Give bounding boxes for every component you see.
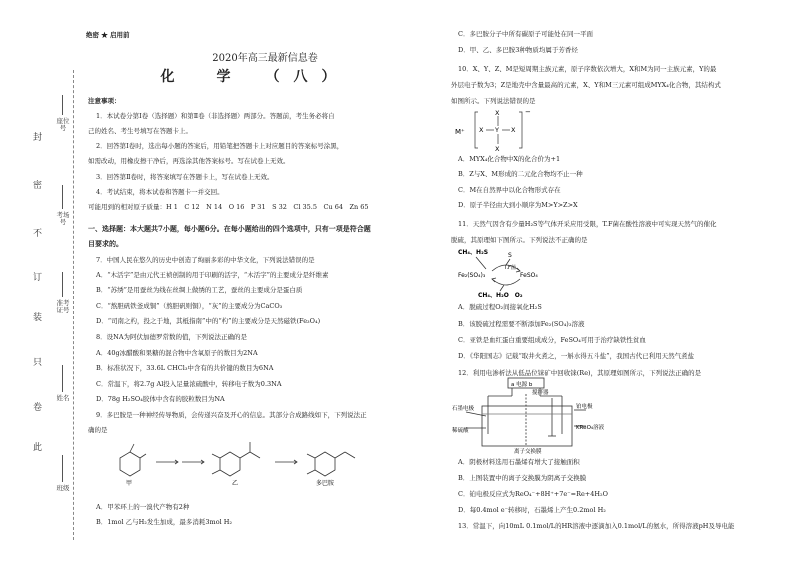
q10-x-bottom: X <box>495 145 500 153</box>
binding-dashed-line <box>73 70 74 540</box>
q12-right-solution-label: KReO₄溶液 <box>576 425 605 431</box>
q10-stem: 10．X、Y、Z、M是短周期主族元素，原子序数依次增大，X和M为同一主族元素，Y的最 <box>458 65 717 73</box>
q12-stirrer-label: 搅拌器 <box>532 390 549 396</box>
q11-option: A．脱硫过程O₂间接氧化H₂S <box>458 303 542 311</box>
q10-option: B．Z与X、M形成的二元化合物均不止一种 <box>458 170 583 178</box>
q12-stem: 12．利用电渗析法从低品位铼矿中回收铼(Re)，其原理如图所示，下列说法正确的是 <box>458 369 702 377</box>
secret-mark: 绝密 ★ 启用前 <box>86 31 130 39</box>
q12-graphite-electrode-label: 石墨电极 <box>452 406 475 412</box>
notes-line: 可能用到的相对原子质量：H 1 C 12 N 14 O 16 P 31 S 32 Cl 35.5 Cu 64 Zn 65 <box>88 203 369 211</box>
q9-label-yi: 乙 <box>232 480 239 486</box>
q10-x-top: X <box>495 109 500 117</box>
field-underline <box>62 455 63 482</box>
q8-option: A．40g冰醋酸和果糖的混合物中含氧原子的数目为2NA <box>96 349 258 357</box>
q8-option: C．常温下，将2.7g Al投入足量浓硫酸中，转移电子数为0.3NA <box>96 380 282 388</box>
q9-option: A．甲苯环上的一溴代产物有2种 <box>96 503 190 511</box>
q10-option: D．原子半径由大到小顺序为M>Y>Z>X <box>458 201 578 209</box>
notes-line: 4．考试结束，将本试卷和答题卡一并交回。 <box>96 188 224 196</box>
q8-option: B．标准状况下，33.6L CHCl₃中含有的共价键的数目为6NA <box>96 364 274 372</box>
seal-char: 密 <box>33 181 43 191</box>
q11-s-label: S <box>508 252 512 259</box>
field-underline <box>62 185 63 209</box>
field-class: 班级 <box>56 484 70 492</box>
notes-heading: 注意事项： <box>88 97 121 105</box>
field-admission-number: 准考证号 <box>56 299 70 314</box>
q10-y-center: Y <box>495 126 499 134</box>
q10-stem: 外层电子数为3；Z是地壳中含量最高的元素，X、Y和M三元素可组成MYX₄化合物，其结构式 <box>451 81 721 89</box>
field-underline <box>62 272 63 297</box>
subject-title: 化 学 （八） <box>160 69 350 85</box>
q8-option: D．78g H₂SO₄胶体中含有的胶粒数目为NA <box>96 395 225 403</box>
q7-option: B．“苏绣”是用蚕丝为线在丝绸上做绣的工艺，蚕丝的主要成分是蛋白质 <box>96 286 303 294</box>
q12-option: B．上图装置中的离子交换膜为阴离子交换膜 <box>458 474 587 482</box>
q8-stem: 8．设NA为阿伏加德罗常数的值，下列说法正确的是 <box>96 333 248 341</box>
q10-structure-formula <box>453 106 543 154</box>
q9-stem: 确的是 <box>88 426 108 434</box>
seal-char: 订 <box>33 273 43 283</box>
q12-option: A．阴极材料选用石墨烯有增大了接触面积 <box>458 458 580 466</box>
notes-line: 1．本试卷分第Ⅰ卷（选择题）和第Ⅱ卷（非选择题）两部分。答题前，考生务必将自 <box>96 112 335 120</box>
q12-platinum-electrode-label: 铂电极 <box>576 404 593 410</box>
q7-option: C．“熬胆矾铁釜成铜”（熬胆矾则铜），“灰”的主要成分为CaCO₃ <box>96 302 283 310</box>
q11-option: C．亚铁是血红蛋白重要组成成分，FeSO₄可用于治疗缺铁性贫血 <box>458 336 646 344</box>
notes-line: 3．回答第Ⅱ卷时，将答案填写在答题卡上，写在试卷上无效。 <box>96 173 274 181</box>
q9-stem: 9．多巴胺是一种神经传导物质，会传递兴奋及开心的信息。其部分合成路线如下，下列说法正 <box>96 411 367 419</box>
q9-option: D．甲、乙、多巴胺3种物质均属于芳香烃 <box>458 46 578 54</box>
q11-right-label: FeSO₄ <box>520 272 538 279</box>
q10-x-right: X <box>511 126 516 134</box>
section-heading: 一、选择题：本大题共7小题，每小题6分。在每小题给出的四个选项中，只有一项是符合题 <box>88 224 371 233</box>
q12-option: D．每0.4mol e⁻转移时，石墨烯上产生0.2mol H₂ <box>458 506 606 514</box>
field-underline <box>62 95 63 115</box>
seal-char: 卷 <box>33 403 43 413</box>
q10-charge: − <box>525 108 531 116</box>
q10-x-left: X <box>479 126 484 134</box>
dopamine-synthesis-route <box>100 436 380 486</box>
q7-stem: 7．中国人民在悠久的历史中创造了绚丽多彩的中华文化，下列说法错误的是 <box>96 256 315 264</box>
q10-m-label: M⁺ <box>455 128 465 136</box>
exam-title: 2020年高三最新信息卷 <box>212 53 318 64</box>
q9-label-jia: 甲 <box>126 480 133 486</box>
q12-left-solution-label: 稀硫酸 <box>452 428 469 434</box>
q11-option: D．《华阳国志》记载“取井火煮之，一斛水得五斗盐”，我国古代已利用天然气煮盐 <box>458 352 695 360</box>
q11-top-left-label: CH₄、H₂S <box>458 249 489 256</box>
q12-option: C．铂电极反应式为ReO₄⁻+8H⁺+7e⁻=Re+4H₂O <box>458 490 608 498</box>
seal-char: 不 <box>33 229 43 239</box>
q12-electrodialysis-apparatus <box>452 376 612 454</box>
q11-center-label: T.F菌 <box>504 265 516 271</box>
q10-option: C．M在自然界中以化合物形式存在 <box>458 186 561 194</box>
q11-stem: 脱硫，其原理如下图所示。下列说法不正确的是 <box>451 236 588 244</box>
q12-power-label: a 电源 b <box>511 382 533 388</box>
q9-option: B．1mol 乙与H₂发生加成，最多消耗3mol H₂ <box>96 518 233 526</box>
binding-strip <box>0 0 82 562</box>
q11-desulfurization-diagram <box>456 245 576 301</box>
q11-option: B．该脱硫过程需要不断添加Fe₂(SO₄)₃溶液 <box>458 320 585 328</box>
q12-membrane-label: 离子交换膜 <box>514 449 542 454</box>
notes-line: 2．回答第Ⅰ卷时，选出每小题的答案后，用铅笔把答题卡上对应题目的答案标号涂黑， <box>96 142 344 150</box>
q7-option: A．“木活字”是由元代王祯创制的用于印刷的活字，“木活字”的主要成分是纤维素 <box>96 271 329 279</box>
q11-left-label: Fe₂(SO₄)₃ <box>458 272 486 279</box>
q11-bottom-label: CH₄、H₂O O₂ <box>478 292 523 299</box>
seal-char: 封 <box>33 133 43 143</box>
notes-line: 如需改动，用橡皮擦干净后，再选涂其他答案标号。写在试卷上无效。 <box>88 157 290 165</box>
seal-char: 装 <box>33 313 43 323</box>
q9-label-dopamine: 多巴胺 <box>316 480 335 486</box>
q7-option: D．“司南之杓，投之于地，其柢指南”中的“杓”的主要成分是天然磁铁(Fe₃O₄) <box>96 317 321 325</box>
field-seat-number: 座位号 <box>56 117 70 132</box>
field-exam-room: 考场号 <box>56 211 70 226</box>
q13-stem: 13．常温下，向10mL 0.1mol/L的HR溶液中逐滴加入0.1mol/L的氨水，所得溶液pH及导电能 <box>458 522 735 530</box>
notes-line: 己的姓名、考生号填写在答题卡上。 <box>88 127 192 135</box>
field-underline <box>62 365 63 392</box>
q11-stem: 11．天然气因含有少量H₂S等气体开采应用受限，T.F菌在酸性溶液中可实现天然气的催化 <box>458 220 717 228</box>
seal-char: 只 <box>33 358 43 368</box>
section-heading: 目要求的。 <box>88 239 123 248</box>
q9-option: C．多巴胺分子中所有碳原子可能处在同一平面 <box>458 30 593 38</box>
seal-char: 此 <box>33 443 43 453</box>
q10-option: A．MYX₄化合物中X的化合价为+1 <box>458 155 561 163</box>
q10-stem: 如图所示。下列说法错误的是 <box>451 97 536 105</box>
field-name: 姓名 <box>56 394 70 402</box>
